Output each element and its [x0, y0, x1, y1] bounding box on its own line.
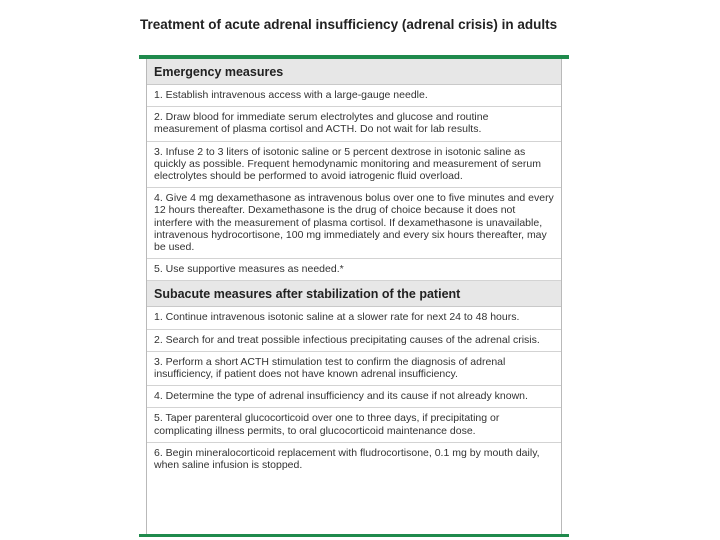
table-row: 1. Continue intravenous isotonic saline at a slower rate for next 24 to 48 hours.	[147, 307, 561, 329]
table-row: 3. Perform a short ACTH stimulation test to confirm the diagnosis of adrenal insufficiency, if patient does not have known adrenal insufficiency.	[147, 352, 561, 386]
table-row: 6. Begin mineralocorticoid replacement with fludrocortisone, 0.1 mg by mouth daily, when saline infusion is stopped.	[154, 446, 540, 472]
treatment-table	[139, 55, 569, 537]
section-heading-emergency: Emergency measures	[147, 59, 561, 85]
page-title: Treatment of acute adrenal insufficiency (adrenal crisis) in adults	[140, 17, 558, 32]
table-row: 5. Taper parenteral glucocorticoid over one to three days, if precipitating or complicating illness permits, to oral glucocorticoid maintenance dose.	[147, 408, 561, 442]
section-heading-subacute: Subacute measures after stabilization of the patient	[147, 281, 561, 307]
table-row: 2. Draw blood for immediate serum electrolytes and glucose and routine measurement of plasma cortisol and ACTH. Do not wait for lab results.	[147, 107, 561, 141]
table-row: 5. Use supportive measures as needed.*	[147, 259, 561, 281]
table-row: 2. Search for and treat possible infectious precipitating causes of the adrenal crisis.	[147, 330, 561, 352]
table-row: 4. Determine the type of adrenal insufficiency and its cause if not already known.	[147, 386, 561, 408]
table-row: 4. Give 4 mg dexamethasone as intravenous bolus over one to five minutes and every 12 hours thereafter. Dexamethasone is the drug of choice because it does not interfere with the measurement of plasma cortisol. If dexamethasone is unavailable, intravenous hydrocortisone, 100 mg immediately and every six hours thereafter, may be used.	[147, 188, 561, 259]
table-row: 1. Establish intravenous access with a large-gauge needle.	[147, 85, 561, 107]
table-body	[146, 59, 562, 534]
table-row: 3. Infuse 2 to 3 liters of isotonic saline or 5 percent dextrose in isotonic saline as quickly as possible. Frequent hemodynamic monitoring and measurement of serum electrolytes should be performed to avoid iatrogenic fluid overload.	[147, 142, 561, 189]
